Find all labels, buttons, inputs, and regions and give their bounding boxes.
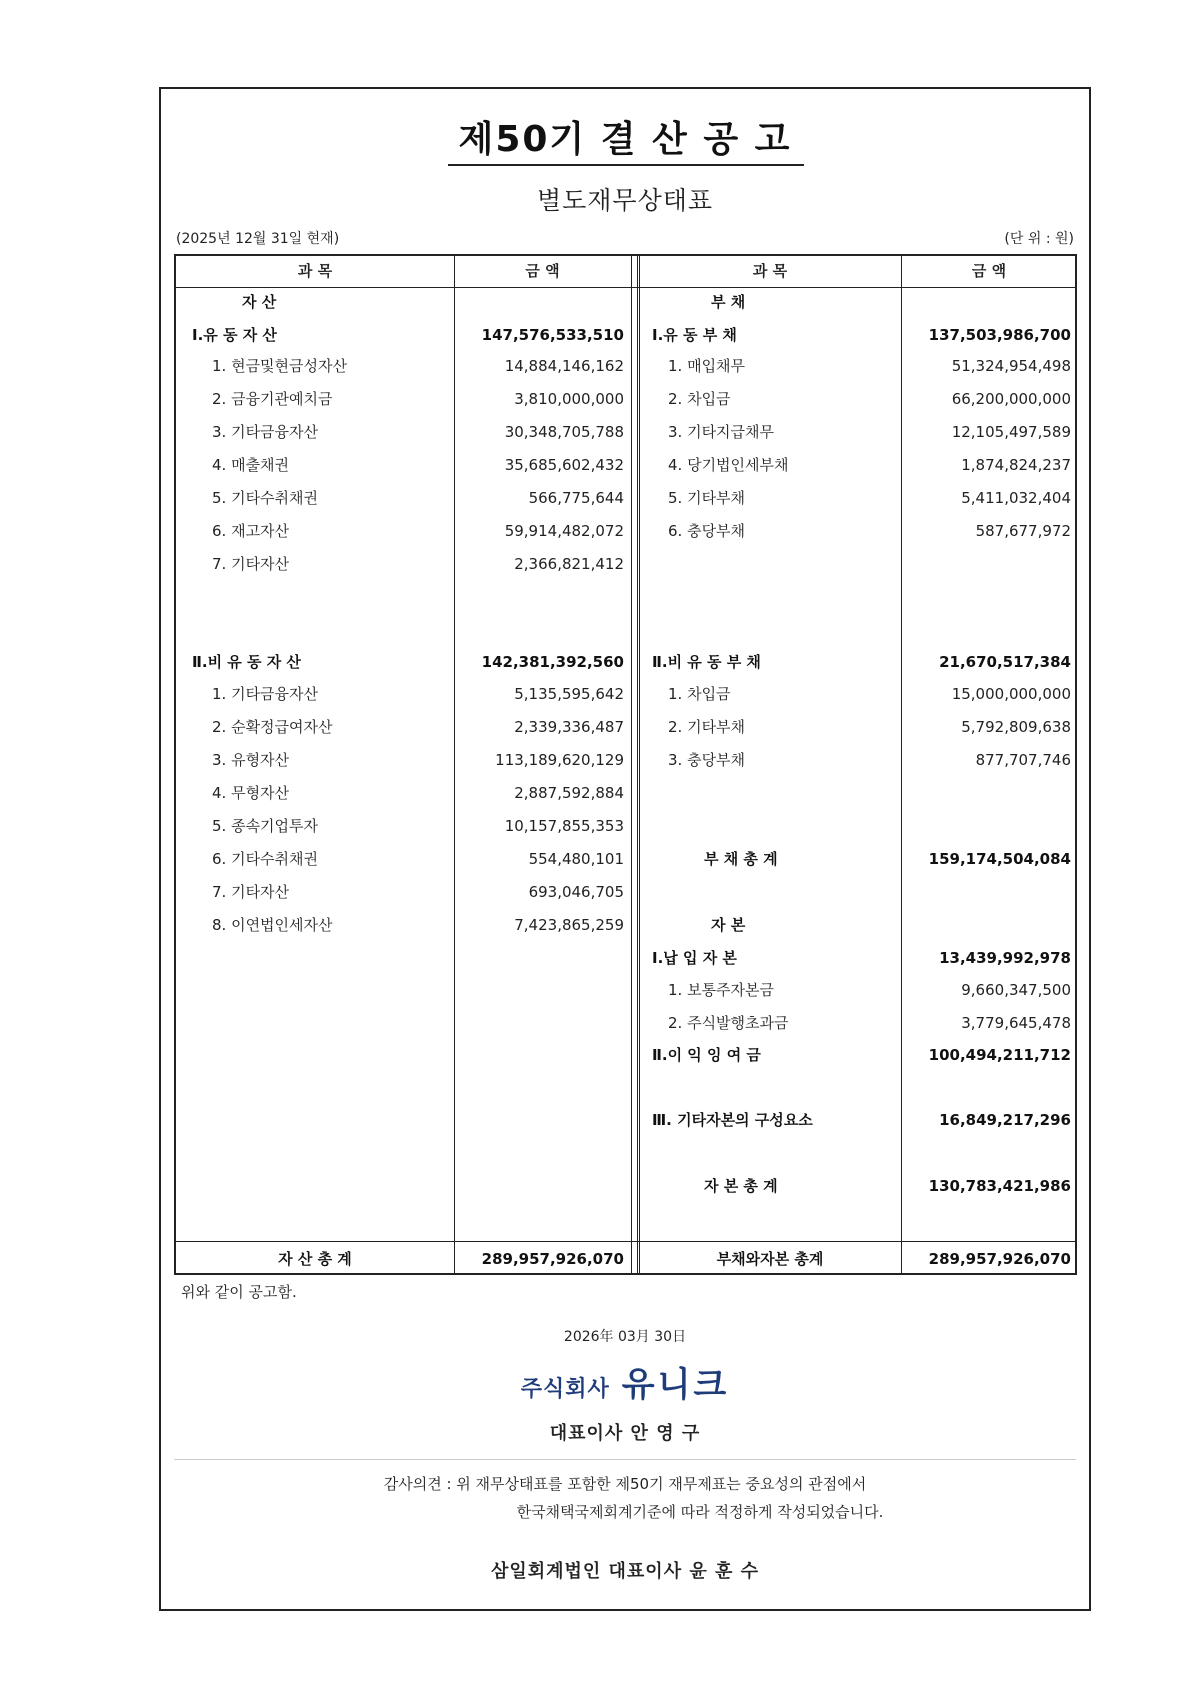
line-item-amount: 2,339,336,487 <box>514 718 624 736</box>
total-assets-amount: 289,957,926,070 <box>481 1250 624 1268</box>
unit-label: (단 위 : 원) <box>1004 231 1074 247</box>
other-equity-amount: 16,849,217,296 <box>939 1111 1071 1129</box>
line-item-amount: 7,423,865,259 <box>514 916 624 934</box>
current-assets-amount: 147,576,533,510 <box>481 326 624 344</box>
line-item-label: 3. 기타금융자산 <box>212 423 319 441</box>
liabilities-section: 부 채 <box>711 293 746 311</box>
paid-in-capital-label: Ⅰ.납 입 자 본 <box>652 949 737 967</box>
line-item-label: 7. 기타자산 <box>212 555 290 573</box>
line-item-amount: 3,779,645,478 <box>961 1014 1071 1032</box>
line-item-label: 4. 무형자산 <box>212 784 290 802</box>
line-item-label: 2. 순확정급여자산 <box>212 718 333 736</box>
header-account-left: 과 목 <box>297 262 333 280</box>
line-item-label: 2. 주식발행초과금 <box>668 1014 789 1032</box>
line-item-amount: 14,884,146,162 <box>504 357 624 375</box>
current-liabilities-label: Ⅰ.유 동 부 채 <box>652 326 737 344</box>
line-item-amount: 35,685,602,432 <box>504 456 624 474</box>
line-item-amount: 2,366,821,412 <box>514 555 624 573</box>
line-item-label: 1. 매입채무 <box>668 357 746 375</box>
current-liabilities-amount: 137,503,986,700 <box>928 326 1071 344</box>
retained-earnings-amount: 100,494,211,712 <box>928 1046 1071 1064</box>
line-item-amount: 3,810,000,000 <box>514 390 624 408</box>
public-notice-text: 위와 같이 공고함. <box>181 1283 297 1301</box>
line-item-label: 2. 차입금 <box>668 390 731 408</box>
line-item-amount: 877,707,746 <box>975 751 1071 769</box>
noncurrent-liabilities-amount: 21,670,517,384 <box>939 653 1071 671</box>
line-item-amount: 1,874,824,237 <box>961 456 1071 474</box>
line-item-amount: 12,105,497,589 <box>951 423 1071 441</box>
line-item-label: 3. 기타지급채무 <box>668 423 775 441</box>
line-item-amount: 5,135,595,642 <box>514 685 624 703</box>
statement-subtitle: 별도재무상태표 <box>536 186 714 215</box>
line-item-label: 8. 이연법인세자산 <box>212 916 333 934</box>
line-item-amount: 10,157,855,353 <box>504 817 624 835</box>
line-item-label: 3. 유형자산 <box>212 751 290 769</box>
line-item-label: 1. 현금및현금성자산 <box>212 357 348 375</box>
line-item-label: 2. 금융기관예치금 <box>212 390 333 408</box>
line-item-label: 6. 충당부채 <box>668 522 746 540</box>
balance-sheet-table <box>174 254 1077 1275</box>
line-item-amount: 5,792,809,638 <box>961 718 1071 736</box>
line-item-label: 1. 보통주자본금 <box>668 981 775 999</box>
line-item-label: 2. 기타부채 <box>668 718 746 736</box>
line-item-label: 6. 재고자산 <box>212 522 290 540</box>
total-liab-equity-amount: 289,957,926,070 <box>928 1250 1071 1268</box>
company-prefix: 주식회사 <box>520 1377 610 1402</box>
other-equity-label: Ⅲ. 기타자본의 구성요소 <box>652 1111 813 1129</box>
line-item-label: 4. 당기법인세부채 <box>668 456 789 474</box>
noncurrent-assets-amount: 142,381,392,560 <box>481 653 624 671</box>
line-item-amount: 66,200,000,000 <box>951 390 1071 408</box>
footer-divider <box>174 1459 1076 1460</box>
noncurrent-assets-label: Ⅱ.비 유 동 자 산 <box>192 653 301 671</box>
line-item-label: 7. 기타자산 <box>212 883 290 901</box>
audit-opinion-line1: 감사의견 : 위 재무상태표를 포함한 제50기 재무제표는 중요성의 관점에서 <box>383 1475 867 1493</box>
company-logo <box>161 1357 1089 1406</box>
line-item-amount: 693,046,705 <box>528 883 624 901</box>
as-of-date: (2025년 12월 31일 현재) <box>176 231 340 247</box>
paid-in-capital-amount: 13,439,992,978 <box>939 949 1071 967</box>
total-equity-amount: 130,783,421,986 <box>928 1177 1071 1195</box>
line-item-amount: 566,775,644 <box>528 489 624 507</box>
col-divider <box>639 256 640 1273</box>
auditor-signature: 삼일회계법인 대표이사 윤 훈 수 <box>490 1561 760 1582</box>
line-item-amount: 5,411,032,404 <box>961 489 1071 507</box>
line-item-label: 5. 종속기업투자 <box>212 817 319 835</box>
line-item-amount: 2,887,592,884 <box>514 784 624 802</box>
total-assets-label: 자 산 총 계 <box>278 1250 352 1268</box>
header-divider <box>176 287 1075 288</box>
line-item-amount: 554,480,101 <box>528 850 624 868</box>
title-underline <box>448 164 804 166</box>
header-account-right: 과 목 <box>752 262 788 280</box>
line-item-label: 5. 기타부채 <box>668 489 746 507</box>
line-item-label: 4. 매출채권 <box>212 456 290 474</box>
line-item-label: 1. 차입금 <box>668 685 731 703</box>
notice-frame <box>159 87 1091 1611</box>
line-item-label: 5. 기타수취채권 <box>212 489 319 507</box>
line-item-amount: 587,677,972 <box>975 522 1071 540</box>
col-divider <box>637 256 638 1273</box>
line-item-label: 3. 충당부채 <box>668 751 746 769</box>
line-item-amount: 30,348,705,788 <box>504 423 624 441</box>
header-amount-left: 금 액 <box>525 262 560 280</box>
noncurrent-liabilities-label: Ⅱ.비 유 동 부 채 <box>652 653 761 671</box>
current-assets-label: Ⅰ.유 동 자 산 <box>192 326 277 344</box>
total-liabilities-amount: 159,174,504,084 <box>928 850 1071 868</box>
total-divider <box>176 1241 1075 1242</box>
line-item-amount: 59,914,482,072 <box>504 522 624 540</box>
page-title: 제50기 결 산 공 고 <box>458 119 792 160</box>
ceo-signature: 대표이사 안 영 구 <box>549 1423 701 1444</box>
company-name: 유니크 <box>621 1365 730 1405</box>
header-amount-right: 금 액 <box>971 262 1007 280</box>
line-item-amount: 51,324,954,498 <box>951 357 1071 375</box>
retained-earnings-label: Ⅱ.이 익 잉 여 금 <box>652 1046 761 1064</box>
publication-date: 2026年 03月 30日 <box>563 1329 687 1345</box>
total-equity-label: 자 본 총 계 <box>704 1177 778 1195</box>
col-divider <box>631 256 632 1273</box>
line-item-amount: 15,000,000,000 <box>951 685 1071 703</box>
assets-section: 자 산 <box>242 293 277 311</box>
line-item-amount: 9,660,347,500 <box>961 981 1071 999</box>
line-item-label: 6. 기타수취채권 <box>212 850 319 868</box>
audit-opinion-line2: 한국채택국제회계기준에 따라 적정하게 작성되었습니다. <box>516 1503 884 1521</box>
line-item-amount: 113,189,620,129 <box>495 751 624 769</box>
total-liabilities-label: 부 채 총 계 <box>704 850 778 868</box>
equity-section: 자 본 <box>711 916 746 934</box>
total-liab-equity-label: 부채와자본 총계 <box>716 1250 824 1268</box>
line-item-label: 1. 기타금융자산 <box>212 685 319 703</box>
